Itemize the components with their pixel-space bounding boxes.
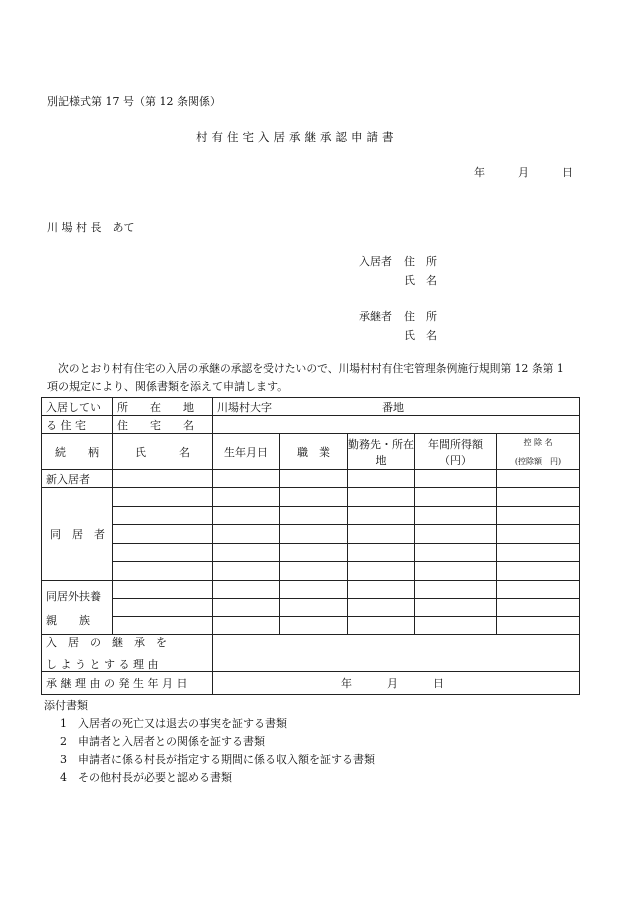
member-cell[interactable] <box>497 599 580 617</box>
member-cell[interactable] <box>415 507 497 525</box>
member-cell[interactable] <box>348 599 415 617</box>
member-cell[interactable] <box>415 488 497 507</box>
reason-value[interactable] <box>213 635 580 672</box>
member-cell[interactable] <box>213 581 280 599</box>
row-label-new-tenant: 新入居者 <box>42 470 113 488</box>
lot-number-label: 番地 <box>382 400 404 414</box>
member-cell[interactable] <box>415 544 497 562</box>
member-cell[interactable] <box>497 617 580 635</box>
reason-label-2: し よ う と す る 理 由 <box>46 658 159 671</box>
row-label-dependent <box>42 581 113 635</box>
attachment-item-1: 1 入居者の死亡又は退去の事実を証する書類 <box>60 717 287 730</box>
member-cell[interactable] <box>113 525 213 544</box>
date-year: 年 <box>474 166 485 179</box>
member-cell[interactable] <box>280 470 348 488</box>
addressee: 川 場 村 長 あて <box>47 221 135 234</box>
location-village: 川場村大字 <box>217 400 272 414</box>
document-title: 村有住宅入居承継承認申請書 <box>196 130 398 144</box>
member-cell[interactable] <box>213 488 280 507</box>
member-cell[interactable] <box>415 470 497 488</box>
member-cell[interactable] <box>497 470 580 488</box>
successor-name-label: 氏 名 <box>404 329 437 342</box>
header-deduction-name: 控 除 名 <box>523 437 553 447</box>
member-cell[interactable] <box>348 507 415 525</box>
member-cell[interactable] <box>280 562 348 581</box>
member-cell[interactable] <box>280 488 348 507</box>
residence-label-2: る 住 宅 <box>42 416 113 434</box>
successor-role: 承継者 <box>359 310 392 323</box>
member-cell[interactable] <box>280 525 348 544</box>
header-income: 年間所得額（円） <box>415 434 497 470</box>
location-value[interactable] <box>213 398 580 416</box>
date-day: 日 <box>562 166 573 179</box>
body-text-line-2: 項の規定により、関係書類を添えて申請します。 <box>47 380 289 393</box>
member-cell[interactable] <box>415 599 497 617</box>
member-cell[interactable] <box>280 544 348 562</box>
residence-label-1: 入居してい <box>42 398 113 416</box>
member-cell[interactable] <box>113 544 213 562</box>
member-cell[interactable] <box>497 581 580 599</box>
member-cell[interactable] <box>213 525 280 544</box>
occurrence-day: 日 <box>433 677 444 690</box>
member-cell[interactable] <box>113 470 213 488</box>
member-cell[interactable] <box>415 562 497 581</box>
successor-address-label: 住 所 <box>404 310 437 323</box>
member-cell[interactable] <box>415 617 497 635</box>
form-id: 別記様式第 17 号（第 12 条関係） <box>47 95 221 108</box>
member-cell[interactable] <box>213 544 280 562</box>
member-cell[interactable] <box>348 562 415 581</box>
member-cell[interactable] <box>497 525 580 544</box>
dependent-label-1: 同居外扶養 <box>46 589 101 603</box>
member-cell[interactable] <box>113 488 213 507</box>
location-label: 所 在 地 <box>113 398 213 416</box>
occurrence-month: 月 <box>387 677 398 690</box>
header-deduction-amount: (控除額 円) <box>514 456 562 466</box>
member-cell[interactable] <box>280 617 348 635</box>
member-cell[interactable] <box>213 617 280 635</box>
row-label-cohabitant: 同 居 者 <box>42 488 113 581</box>
header-workplace: 勤務先・所在地 <box>348 434 415 470</box>
housing-name-value[interactable] <box>213 416 580 434</box>
header-relation: 続 柄 <box>42 434 113 470</box>
occurrence-date-label: 承 継 理 由 の 発 生 年 月 日 <box>42 672 213 695</box>
reason-label <box>42 635 213 672</box>
occurrence-date-value[interactable] <box>213 672 580 695</box>
member-cell[interactable] <box>348 544 415 562</box>
occurrence-year: 年 <box>341 677 352 690</box>
member-cell[interactable] <box>348 488 415 507</box>
member-cell[interactable] <box>213 507 280 525</box>
member-cell[interactable] <box>348 581 415 599</box>
member-cell[interactable] <box>280 507 348 525</box>
header-birthdate: 生年月日 <box>213 434 280 470</box>
attachment-item-4: 4 その他村長が必要と認める書類 <box>60 771 232 784</box>
member-cell[interactable] <box>348 617 415 635</box>
member-cell[interactable] <box>280 599 348 617</box>
member-cell[interactable] <box>415 581 497 599</box>
application-table <box>41 397 580 695</box>
attachment-item-3: 3 申請者に係る村長が指定する期間に係る収入額を証する書類 <box>60 753 375 766</box>
tenant-address-label: 住 所 <box>404 255 437 268</box>
dependent-label-2: 親 族 <box>46 613 90 627</box>
tenant-name-label: 氏 名 <box>404 274 437 287</box>
member-cell[interactable] <box>280 581 348 599</box>
member-cell[interactable] <box>113 562 213 581</box>
member-cell[interactable] <box>113 599 213 617</box>
member-cell[interactable] <box>497 544 580 562</box>
member-cell[interactable] <box>497 488 580 507</box>
member-cell[interactable] <box>113 507 213 525</box>
attachment-item-2: 2 申請者と入居者との関係を証する書類 <box>60 735 265 748</box>
header-deduction <box>497 434 580 470</box>
member-cell[interactable] <box>113 581 213 599</box>
member-cell[interactable] <box>348 470 415 488</box>
housing-name-label: 住 宅 名 <box>113 416 213 434</box>
member-cell[interactable] <box>213 599 280 617</box>
member-cell[interactable] <box>213 470 280 488</box>
reason-label-1: 入 居 の 継 承 を <box>46 636 167 649</box>
body-text-line-1: 次のとおり村有住宅の入居の承継の承認を受けたいので、川場村村有住宅管理条例施行規則第 12 条第 1 <box>58 362 564 375</box>
date-month: 月 <box>518 166 529 179</box>
member-cell[interactable] <box>213 562 280 581</box>
header-name: 氏 名 <box>113 434 213 470</box>
member-cell[interactable] <box>497 507 580 525</box>
header-occupation: 職 業 <box>280 434 348 470</box>
member-cell[interactable] <box>415 525 497 544</box>
member-cell[interactable] <box>113 617 213 635</box>
tenant-role: 入居者 <box>359 255 392 268</box>
member-cell[interactable] <box>497 562 580 581</box>
member-cell[interactable] <box>348 525 415 544</box>
attachments-heading: 添付書類 <box>44 699 88 712</box>
